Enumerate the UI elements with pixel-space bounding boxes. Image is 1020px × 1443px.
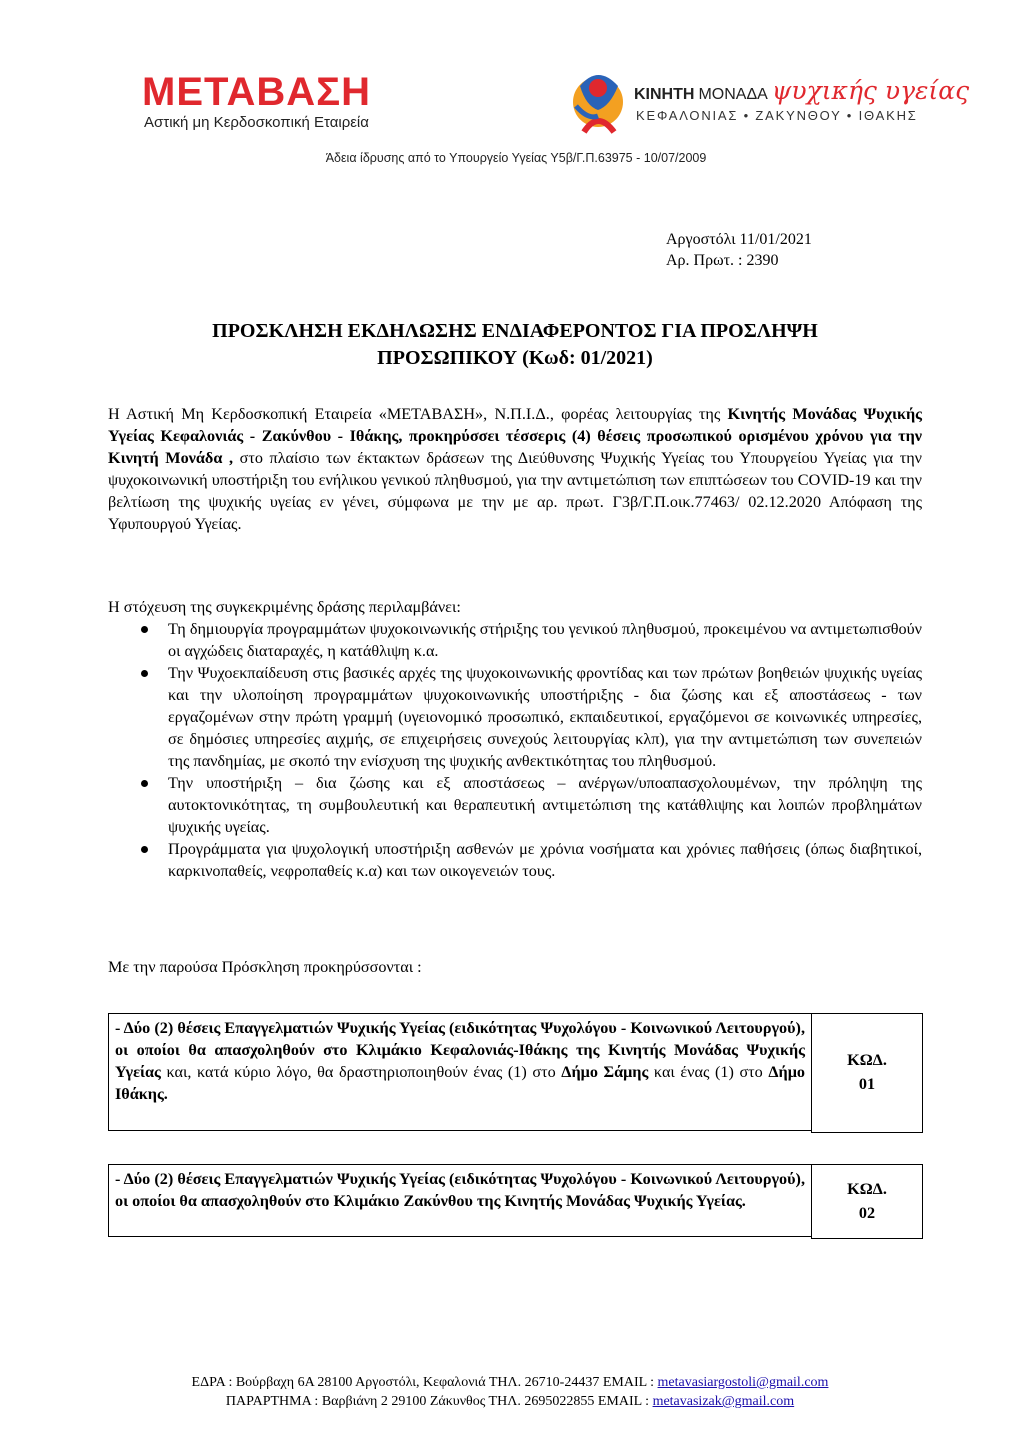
document-title-line1: ΠΡΟΣΚΛΗΣΗ ΕΚΔΗΛΩΣΗΣ ΕΝΔΙΑΦΕΡΟΝΤΟΣ ΓΙΑ ΠΡΟΣΛΗΨΗ — [212, 320, 818, 342]
mobile-unit-title-script: ψυχικής υγείας — [771, 76, 970, 105]
bullet-icon — [141, 626, 148, 633]
metavasi-logo-subtitle: Αστική μη Κερδοσκοπική Εταιρεία — [144, 114, 369, 131]
position-01-code-label: ΚΩΔ. — [847, 1051, 887, 1069]
intro-text-2: στο πλαίσιο των έκτακτων δράσεων της Διεύθυνσης Ψυχικής Υγείας του Υπουργείου Υγείας για την ψυχοκοινωνική υποστήριξη του ενήλικου γενικού πληθυσμού, για την αντιμετώπιση των επιπτώσεων του COVID-19 και την βελτίωση της ψυχικής υγείας εν γένει, σύμφωνα με την με αρ. πρωτ. Γ3β/Γ.Π.οικ.77463/ 02.12.2020 Απόφαση της Υφυπουργού Υγείας. — [108, 449, 922, 533]
bullet-icon — [141, 780, 148, 787]
mobile-unit-logo — [570, 62, 970, 142]
bullet-icon — [141, 670, 148, 677]
mobile-unit-title-regular: ΜΟΝΑΔΑ — [698, 86, 768, 103]
document-title-line2: ΠΡΟΣΩΠΙΚΟΥ (Κωδ: 01/2021) — [377, 347, 653, 369]
targeting-list — [108, 618, 922, 882]
place-date: Αργοστόλι 11/01/2021 — [666, 231, 812, 248]
mobile-unit-title-bold: ΚΙΝΗΤΗ — [634, 86, 695, 103]
list-item: Την Ψυχοεκπαίδευση στις βασικές αρχές της ψυχοκοινωνικής φροντίδας και των πρώτων βοηθειών ψυχικής υγείας και την υλοποίηση προγραμμάτων ψυχοκοινωνικής υποστήριξης - δια ζώσης και εξ αποστάσεως - των εργαζομένων στην πρώτη γραμμή (υγειονομικό προσωπικό, εκπαιδευτικοί, εργαζόμενοι σε κοινωνικές υπηρεσίες, σε δημόσιες υπηρεσίες αιχμής, σε επιχειρήσεις συνεχούς λειτουργίας κλπ), για την αντιμετώπιση των συνεπειών της πανδημίας, με σκοπό την ενίσχυση της ψυχικής ανθεκτικότητας του πληθυσμού. — [108, 662, 922, 772]
metavasi-logo-wordmark: ΜΕΤΑΒΑΣΗ — [142, 70, 372, 114]
position-02-code-cell — [811, 1164, 923, 1239]
metavasi-logo — [140, 70, 372, 142]
position-01-code-number: 01 — [858, 1075, 876, 1093]
bullet-icon — [141, 846, 148, 853]
footer-email-link-2[interactable]: metavasizak@gmail.com — [652, 1394, 795, 1409]
figure-logo-icon — [570, 66, 626, 138]
position-02-code-number: 02 — [858, 1204, 876, 1222]
intro-text-bold: Κινητής Μονάδας Ψυχικής Υγείας Κεφαλονιάς - Ζακύνθου - Ιθάκης, προκηρύσσει τέσσερις (4) θέσεις προσωπικού ορισμένου χρόνου για την Κινητή Μονάδα , — [108, 405, 922, 467]
targeting-heading: Η στόχευση της συγκεκριμένης δράσης περιλαμβάνει: — [108, 598, 461, 616]
position-02-code-label: ΚΩΔ. — [847, 1180, 887, 1198]
list-item: Την υποστήριξη – δια ζώσης και εξ αποστάσεως – ανέργων/υποαπασχολουμένων, την πρόληψη της αυτοκτονικότητας, τη συμβουλευτική και θεραπευτική αντιμετώπιση της κατάθλιψης και λοιπών προβλημάτων ψυχικής υγείας. — [108, 772, 922, 838]
list-item: Προγράμματα για ψυχολογική υποστήριξη ασθενών με χρόνια νοσήματα και χρόνιες παθήσεις (όπως διαβητικοί, καρκινοπαθείς, νεφροπαθείς κ.α) και των οικογενειών τους. — [108, 838, 922, 882]
position-01-description: - Δύο (2) θέσεις Επαγγελματιών Ψυχικής Υγείας (ειδικότητας Ψυχολόγου - Κοινωνικού Λειτουργού), οι οποίοι θα απασχοληθούν στο Κλιμάκιο Κεφαλονιάς-Ιθάκης της Κινητής Μονάδας Ψυχικής Υγείας και, κατά κύριο λόγο, θα δραστηριοποιηθούν ένας (1) στο Δήμο Σάμης και ένας (1) στο Δήμο Ιθάκης. — [108, 1013, 812, 1131]
position-01-code-cell — [811, 1013, 923, 1133]
mobile-unit-title — [634, 76, 969, 110]
position-02-description: - Δύο (2) θέσεις Επαγγελματιών Ψυχικής Υγείας (ειδικότητας Ψυχολόγου - Κοινωνικού Λειτουργού), οι οποίοι θα απασχοληθούν στο Κλιμάκιο Ζακύνθου της Κινητής Μονάδας Ψυχικής Υγείας. — [108, 1164, 812, 1237]
license-line: Άδεια ίδρυσης από το Υπουργείο Υγείας Υ5β/Γ.Π.63975 - 10/07/2009 — [325, 151, 707, 165]
list-item: Τη δημιουργία προγραμμάτων ψυχοκοινωνικής στήριξης του γενικού πληθυσμού, προκειμένου να αντιμετωπισθούν οι αγχώδεις διαταραχές, η κατάθλιψη κ.α. — [108, 618, 922, 662]
document-title — [108, 318, 922, 372]
footer-headquarters: ΕΔΡΑ : Βούρβαχη 6Α 28100 Αργοστόλι, Κεφαλονιά ΤΗΛ. 26710-24437 EMAIL : metavasiargostoli@gmail.com — [191, 1375, 829, 1390]
footer-branch: ΠΑΡΑΡΤΗΜΑ : Βαρβιάνη 2 29100 Ζάκυνθος ΤΗΛ. 2695022855 EMAIL : metavasizak@gmail.com — [225, 1394, 795, 1409]
intro-text-1: Η Αστική Μη Κερδοσκοπική Εταιρεία «ΜΕΤΑΒΑΣΗ», Ν.Π.Ι.Δ., φορέας λειτουργίας της — [108, 405, 728, 423]
footer-email-link-1[interactable]: metavasiargostoli@gmail.com — [657, 1375, 829, 1390]
announce-line: Με την παρούσα Πρόσκληση προκηρύσσονται : — [108, 958, 422, 976]
mobile-unit-areas: ΚΕΦΑΛΟΝΙΑΣ • ΖΑΚΥΝΘΟΥ • ΙΘΑΚΗΣ — [636, 108, 918, 123]
intro-paragraph — [108, 403, 922, 535]
protocol-number: Αρ. Πρωτ. : 2390 — [666, 252, 779, 269]
